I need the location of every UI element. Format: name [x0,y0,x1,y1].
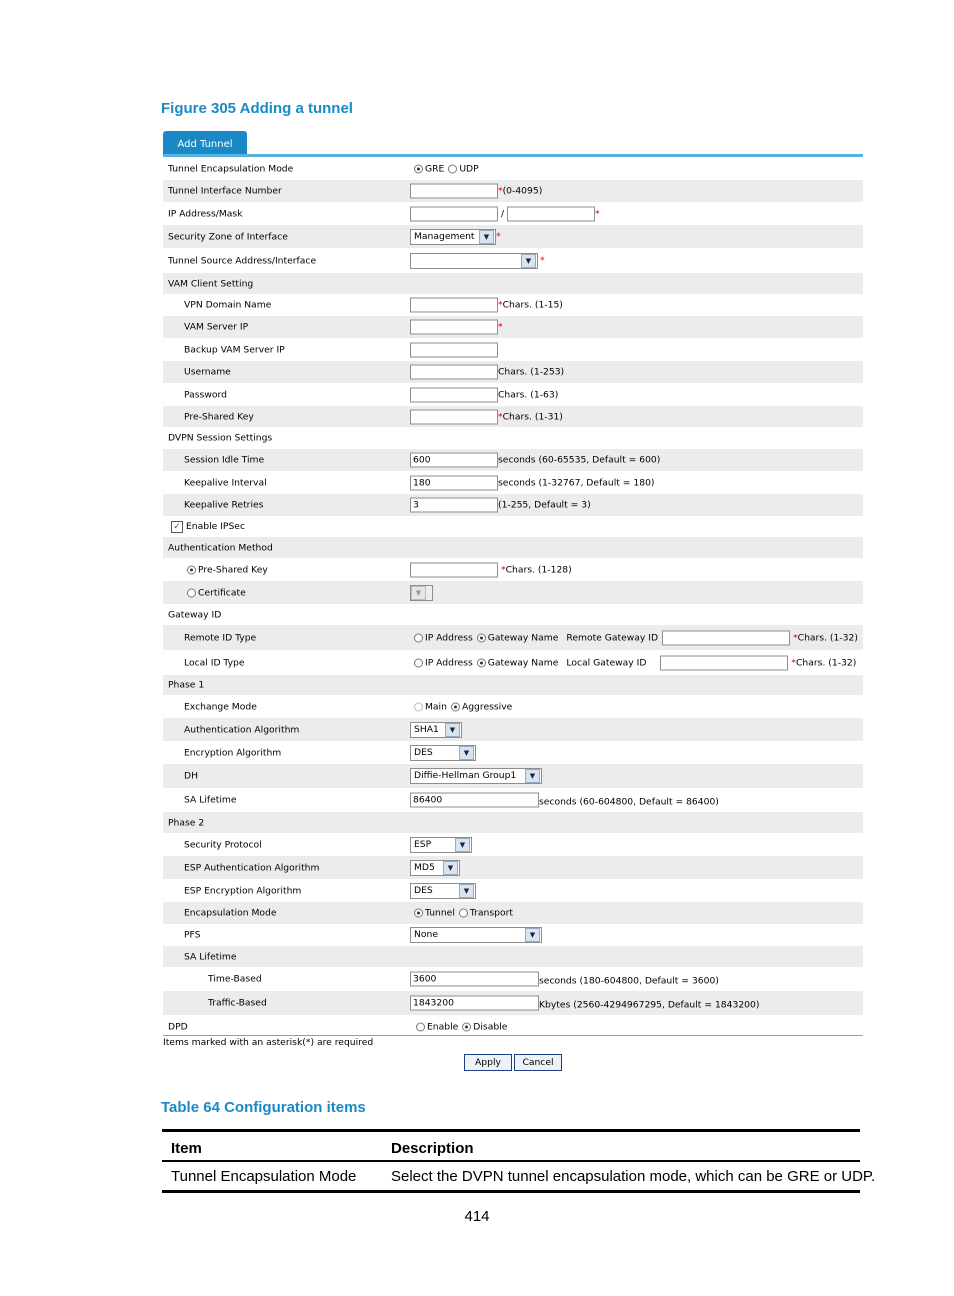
exchange-mode-label: Exchange Mode [184,701,257,712]
row-password [163,383,863,406]
ip-mask-separator: / [501,208,505,219]
local-gateway-id-label: Local Gateway ID [566,657,647,668]
row-vam-client [163,273,863,294]
main-mode-radio[interactable] [414,702,423,711]
required-mark: * [791,657,797,668]
row-psk [163,406,863,427]
tunnel-if-hint: (0-4095) [502,185,543,197]
required-mark: * [595,208,600,219]
sec-protocol-select[interactable]: ESP ▼ [410,837,472,853]
p1-auth-alg-select[interactable]: SHA1 ▼ [410,722,462,738]
local-ip-label: IP Address [425,657,473,668]
apply-button[interactable]: Apply [464,1054,512,1071]
auth-cert-radio[interactable] [187,588,196,597]
traffic-based-label: Traffic-Based [208,997,267,1009]
udp-label: UDP [459,163,479,175]
dpd-enable-label: Enable [427,1021,459,1033]
required-mark: * [498,185,503,197]
row-local-id [163,650,863,675]
row-keepalive-interval [163,471,863,494]
password-input[interactable] [410,387,498,402]
remote-id-label: Remote ID Type [184,632,257,643]
row-p1-enc-alg [163,741,863,764]
chevron-down-icon: ▼ [525,928,540,942]
tunnel-mode-label: Tunnel [425,907,455,919]
row-encap-mode [163,902,863,924]
p1-sa-lifetime-hint: seconds (60-604800, Default = 86400) [539,796,719,808]
pfs-select[interactable]: None ▼ [410,927,542,943]
idle-time-input[interactable]: 600 [410,453,498,468]
pfs-label: PFS [184,929,201,941]
psk-input[interactable] [410,409,498,424]
required-mark: * [498,299,503,311]
p1-enc-alg-label: Encryption Algorithm [184,747,282,758]
p1-enc-alg-select[interactable]: DES ▼ [410,745,476,761]
row-exchange-mode [163,695,863,718]
auth-psk-input[interactable] [410,562,498,577]
traffic-based-input[interactable]: 1843200 [410,996,539,1011]
local-ip-radio[interactable] [414,658,423,667]
gateway-id-section: Gateway ID [168,609,222,620]
auth-psk-hint: Chars. (1-128) [505,564,572,575]
security-zone-label: Security Zone of Interface [168,231,288,242]
p1-sa-lifetime-label: SA Lifetime [184,794,237,806]
row-esp-enc [163,879,863,902]
p2-sa-lifetime-section: SA Lifetime [184,951,237,962]
auth-cert-label: Certificate [198,587,246,598]
vpn-domain-label: VPN Domain Name [184,299,272,311]
tunnel-source-select[interactable] [410,253,538,269]
tunnel-if-label: Tunnel Interface Number [168,185,282,197]
row-p2-sa-lifetime [163,946,863,967]
form-bottom-divider [163,1035,863,1036]
table-cell-item: Tunnel Encapsulation Mode [171,1168,357,1185]
table-cell-description: Select the DVPN tunnel encapsulation mode, which can be GRE or UDP. [391,1168,876,1185]
auth-psk-radio[interactable] [187,565,196,574]
sec-protocol-label: Security Protocol [184,839,262,850]
aggressive-mode-label: Aggressive [461,701,513,712]
row-backup-vam [163,338,863,361]
row-auth-psk [163,558,863,581]
time-based-label: Time-Based [208,973,262,985]
row-pfs [163,924,863,946]
ip-mask-label: IP Address/Mask [168,208,243,219]
keepalive-interval-hint: seconds (1-32767, Default = 180) [498,477,655,488]
table-header-rule [162,1160,860,1162]
table-bottom-rule [162,1190,860,1193]
transport-mode-radio[interactable] [459,909,468,918]
mask-input[interactable] [507,206,595,221]
remote-ip-radio[interactable] [414,633,423,642]
traffic-based-hint: Kbytes (2560-4294967295, Default = 1843200) [539,999,760,1011]
phase1-section: Phase 1 [168,679,205,691]
required-mark: * [498,321,503,333]
required-note: Items marked with an asterisk(*) are required [163,1037,374,1048]
local-gateway-id-hint: Chars. (1-32) [796,657,857,668]
row-traffic-based [163,991,863,1015]
chevron-down-icon: ▼ [445,723,460,737]
local-gw-label: Gateway Name [487,657,559,668]
row-username [163,361,863,383]
row-enable-ipsec [163,516,863,537]
table-top-rule [162,1129,860,1132]
local-gateway-id-input[interactable] [660,655,788,670]
row-p1-auth-alg [163,718,863,741]
username-hint: Chars. (1-253) [498,366,565,378]
required-mark: * [793,632,798,643]
idle-time-hint: seconds (60-65535, Default = 600) [498,454,661,466]
keepalive-retries-label: Keepalive Retries [184,499,264,511]
transport-mode-label: Transport [469,907,514,919]
security-zone-select[interactable]: Management ▼ [410,229,496,245]
p1-sa-lifetime-input[interactable]: 86400 [410,793,539,808]
auth-method-section: Authentication Method [168,542,273,553]
row-security-zone [163,225,863,248]
keepalive-interval-input[interactable]: 180 [410,475,498,490]
chevron-down-icon: ▼ [459,884,474,898]
keepalive-retries-input[interactable]: 3 [410,498,498,513]
username-input[interactable] [410,365,498,380]
certificate-select[interactable] [410,585,433,601]
local-id-label: Local ID Type [184,657,245,668]
dh-label: DH [184,770,198,782]
psk-label: Pre-Shared Key [184,411,254,422]
enable-ipsec-label: Enable IPSec [186,521,246,532]
required-mark: * [540,255,545,266]
chevron-down-icon: ▼ [521,254,536,268]
row-vpn-domain [163,294,863,316]
row-auth-method [163,537,863,558]
main-mode-label: Main [425,701,447,712]
backup-vam-label: Backup VAM Server IP [184,344,285,355]
row-remote-id [163,625,863,650]
chevron-down-icon: ▼ [479,230,494,244]
remote-gateway-id-hint: Chars. (1-32) [797,632,858,643]
auth-psk-label: Pre-Shared Key [198,564,268,575]
row-auth-cert [163,581,863,604]
chevron-down-icon: ▼ [455,838,470,852]
required-mark: * [496,231,501,242]
remote-gw-label: Gateway Name [487,632,559,643]
p1-auth-alg-label: Authentication Algorithm [184,724,300,735]
row-gateway-id [163,604,863,625]
chevron-down-icon: ▼ [459,746,474,760]
row-dh [163,764,863,788]
time-based-input[interactable]: 3600 [410,972,539,987]
row-vam-server [163,316,863,338]
aggressive-mode-radio[interactable] [451,702,460,711]
backup-vam-input[interactable] [410,342,498,357]
dpd-enable-radio[interactable] [416,1023,425,1032]
row-tunnel-encap [163,158,863,180]
encap-mode-label: Encapsulation Mode [184,907,277,919]
keepalive-interval-label: Keepalive Interval [184,477,267,488]
psk-hint: Chars. (1-31) [502,411,563,422]
chevron-down-icon: ▼ [411,586,426,600]
row-ip-mask [163,202,863,225]
tab-add-tunnel[interactable]: Add Tunnel [163,131,247,155]
required-mark: * [498,411,503,422]
esp-enc-label: ESP Encryption Algorithm [184,885,302,896]
vpn-domain-input[interactable] [410,298,498,313]
row-sec-protocol [163,833,863,856]
udp-radio[interactable] [448,165,457,174]
row-p1-sa-lifetime [163,788,863,812]
add-tunnel-form [163,158,863,1039]
tunnel-encap-label: Tunnel Encapsulation Mode [168,163,294,175]
row-idle-time [163,449,863,471]
row-tunnel-source [163,248,863,273]
local-gw-radio[interactable] [477,658,486,667]
required-mark: * [501,564,506,575]
row-time-based [163,967,863,991]
row-dvpn-session [163,427,863,449]
remote-gateway-id-label: Remote Gateway ID [566,632,659,643]
idle-time-label: Session Idle Time [184,454,265,466]
username-label: Username [184,366,231,378]
row-tunnel-if [163,180,863,202]
remote-gw-radio[interactable] [477,633,486,642]
dpd-disable-label: Disable [473,1021,508,1033]
row-phase1 [163,675,863,695]
dvpn-session-section: DVPN Session Settings [168,432,273,444]
ip-address-input[interactable] [410,206,498,221]
row-phase2 [163,812,863,833]
dpd-disable-radio[interactable] [462,1023,471,1032]
dpd-label: DPD [168,1021,188,1033]
tab-divider [163,154,863,157]
tunnel-source-label: Tunnel Source Address/Interface [168,255,317,266]
cancel-button[interactable]: Cancel [514,1054,562,1071]
vam-client-section: VAM Client Setting [168,278,254,289]
gre-radio[interactable] [414,165,423,174]
figure-title: Figure 305 Adding a tunnel [161,100,353,117]
gre-label: GRE [425,163,445,175]
vam-server-input[interactable] [410,320,498,335]
password-label: Password [184,389,227,400]
password-hint: Chars. (1-63) [498,389,559,400]
table-header-item: Item [171,1140,202,1157]
row-esp-auth [163,856,863,879]
tunnel-if-input[interactable] [410,184,498,199]
table-title: Table 64 Configuration items [161,1099,366,1116]
keepalive-retries-hint: (1-255, Default = 3) [498,499,591,511]
phase2-section: Phase 2 [168,817,205,828]
remote-ip-label: IP Address [425,632,473,643]
esp-auth-select[interactable]: MD5 ▼ [410,860,460,876]
table-header-description: Description [391,1140,474,1157]
tunnel-mode-radio[interactable] [414,909,423,918]
row-keepalive-retries [163,494,863,516]
vpn-domain-hint: Chars. (1-15) [502,299,563,311]
time-based-hint: seconds (180-604800, Default = 3600) [539,975,719,987]
esp-enc-select[interactable]: DES ▼ [410,883,476,899]
chevron-down-icon: ▼ [443,861,458,875]
enable-ipsec-checkbox[interactable]: ✓ [171,521,183,533]
remote-gateway-id-input[interactable] [662,630,790,645]
page-number: 414 [464,1208,490,1225]
esp-auth-label: ESP Authentication Algorithm [184,862,320,873]
chevron-down-icon: ▼ [525,769,540,783]
dh-select[interactable]: Diffie-Hellman Group1 ▼ [410,768,542,784]
vam-server-label: VAM Server IP [184,321,249,333]
